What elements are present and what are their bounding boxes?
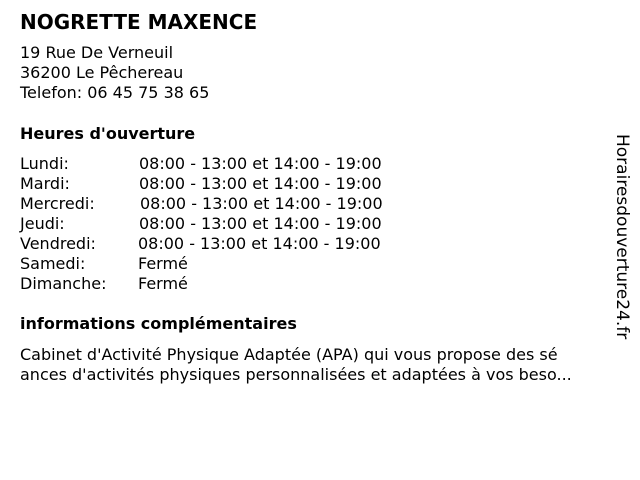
city-address: 36200 Le Pêchereau bbox=[20, 63, 184, 82]
hours-value: 08:00 - 13:00 et 14:00 - 19:00 bbox=[139, 154, 382, 173]
street-address: 19 Rue De Verneuil bbox=[20, 43, 174, 62]
phone-number: Telefon: 06 45 75 38 65 bbox=[20, 83, 210, 102]
day-label: Lundi: bbox=[20, 154, 69, 173]
day-label: Vendredi: bbox=[20, 234, 96, 253]
day-label: Mercredi: bbox=[20, 194, 95, 213]
info-line: Cabinet d'Activité Physique Adaptée (APA) qui vous propose des sé bbox=[20, 345, 558, 364]
day-label: Dimanche: bbox=[20, 274, 107, 293]
hours-value: 08:00 - 13:00 et 14:00 - 19:00 bbox=[140, 194, 383, 213]
address-block bbox=[20, 43, 209, 103]
opening-hours-heading: Heures d'ouverture bbox=[20, 124, 196, 143]
additional-info-text bbox=[20, 345, 610, 385]
hours-value: Fermé bbox=[138, 254, 188, 273]
day-label: Mardi: bbox=[20, 174, 70, 193]
day-label: Samedi: bbox=[20, 254, 86, 273]
hours-value: 08:00 - 13:00 et 14:00 - 19:00 bbox=[139, 214, 382, 233]
hours-value: 08:00 - 13:00 et 14:00 - 19:00 bbox=[138, 234, 381, 253]
info-line: ances d'activités physiques personnalisées et adaptées à vos beso... bbox=[20, 365, 572, 384]
hours-value: Fermé bbox=[138, 274, 188, 293]
business-name: NOGRETTE MAXENCE bbox=[20, 10, 258, 34]
hours-value: 08:00 - 13:00 et 14:00 - 19:00 bbox=[139, 174, 382, 193]
site-watermark: Horairesdouverture24.fr bbox=[612, 134, 632, 340]
day-label: Jeudi: bbox=[20, 214, 65, 233]
additional-info-heading: informations complémentaires bbox=[20, 314, 297, 333]
